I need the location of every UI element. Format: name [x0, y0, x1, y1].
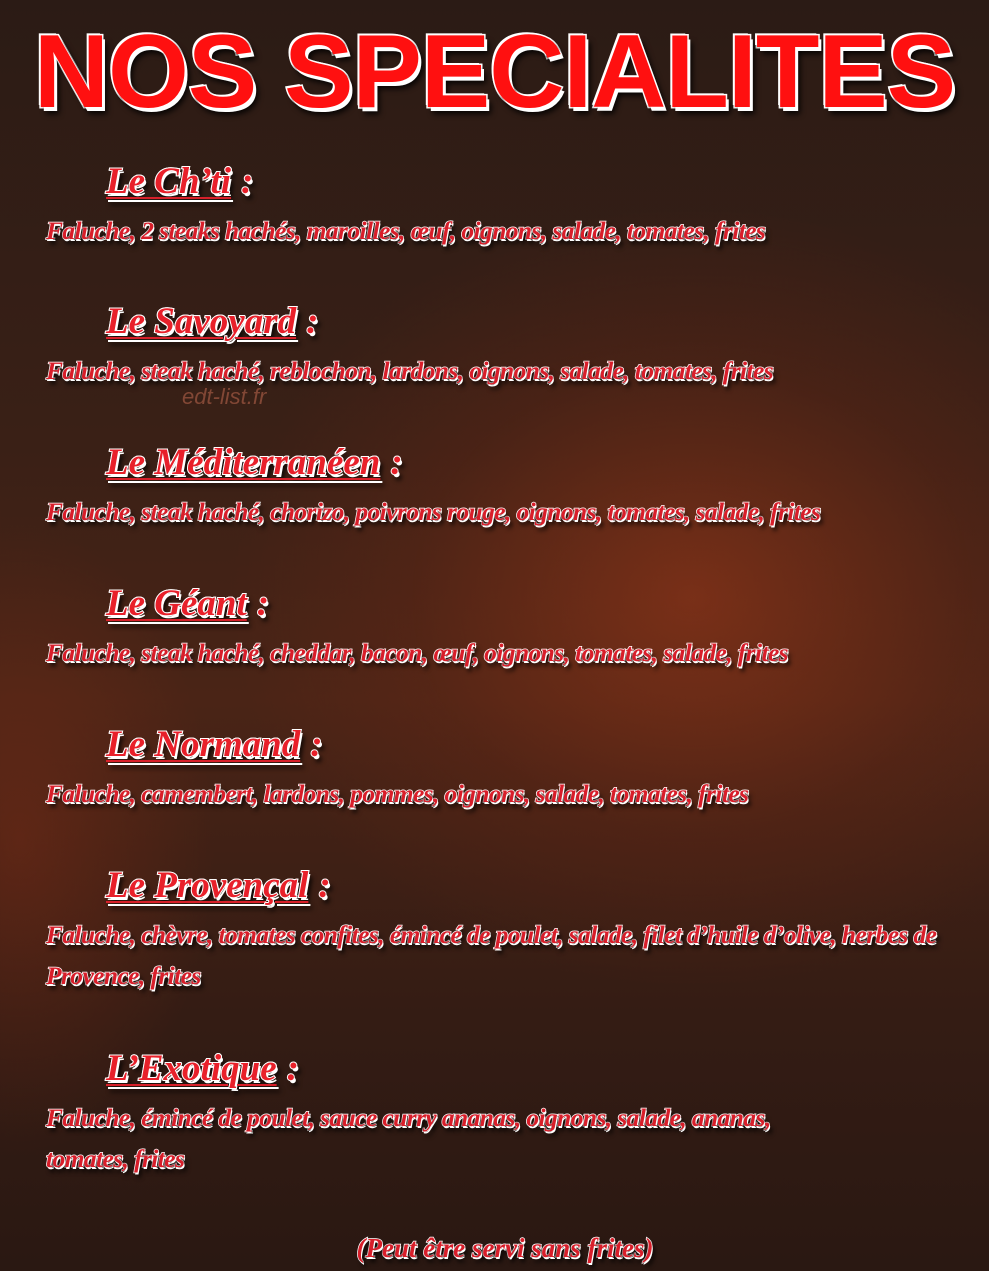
watermark: edt-list.fr	[182, 384, 267, 409]
menu-item-description: Faluche, chèvre, tomates confites, émincé de poulet, salade, filet d’huile d’olive, herbes de Provence, frites	[46, 920, 937, 990]
page-title: NOS SPECIALITES	[33, 14, 956, 130]
menu-item-description: Faluche, émincé de poulet, sauce curry ananas, oignons, salade, ananas, tomates, frites	[46, 1103, 771, 1173]
menu-item-description: Faluche, 2 steaks hachés, maroilles, œuf, oignons, salade, tomates, frites	[46, 216, 766, 245]
menu-item-name: Le Normand :	[106, 724, 323, 765]
menu-item-name: Le Méditerranéen :	[106, 442, 403, 483]
footer-note: (Peut être servi sans frites)	[356, 1233, 654, 1263]
menu-item-name: Le Savoyard :	[106, 301, 319, 342]
menu-item-name: Le Géant :	[106, 583, 270, 624]
menu-item-description: Faluche, camembert, lardons, pommes, oignons, salade, tomates, frites	[46, 779, 749, 808]
menu-item-description: Faluche, steak haché, cheddar, bacon, œuf, oignons, tomates, salade, frites	[46, 638, 788, 667]
menu-item-description: Faluche, steak haché, reblochon, lardons, oignons, salade, tomates, frites	[46, 356, 774, 385]
menu-item-name: L’Exotique :	[106, 1048, 299, 1089]
menu-item-name: Le Provençal :	[106, 865, 331, 906]
menu-item-name: Le Ch’ti :	[106, 161, 254, 202]
menu-item-description: Faluche, steak haché, chorizo, poivrons rouge, oignons, tomates, salade, frites	[46, 497, 821, 526]
